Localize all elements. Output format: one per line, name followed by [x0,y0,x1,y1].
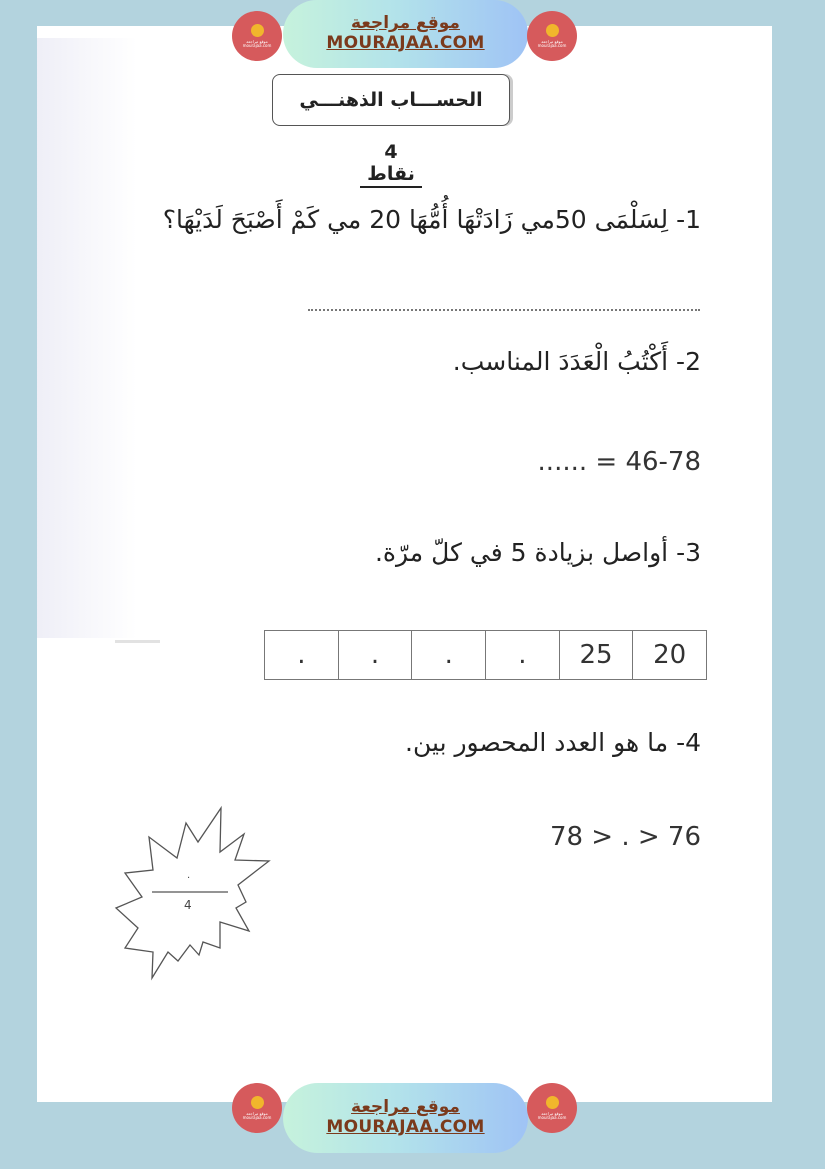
sequence-cell[interactable]: 25 [559,631,633,680]
answer-line-1[interactable] [308,309,700,311]
footer-logo-left[interactable] [232,1083,282,1133]
logo-right[interactable] [527,11,577,61]
scan-mark [115,640,160,643]
sequence-cell[interactable]: . [265,631,339,680]
sequence-cell[interactable]: 20 [633,631,707,680]
worksheet-title-box [272,74,510,126]
logo-caption: موقع مراجعة mourajaa.com [537,1110,567,1120]
worksheet-title: الحســـاب الذهنـــي [299,89,483,111]
banner-site-link[interactable]: MOURAJAA.COM [326,33,485,53]
banner-arabic-text: موقع مراجعة [351,1097,460,1118]
question-2: 2- أَكْتُبُ الْعَدَدَ المناسب. [452,347,701,376]
footer-logo-right[interactable] [527,1083,577,1133]
logo-badge-icon [546,1096,559,1109]
logo-badge-icon [251,1096,264,1109]
logo-caption: موقع مراجعة mourajaa.com [537,38,567,48]
score-denominator: 4 [184,898,192,912]
question-1: 1- لِسَلْمَى 50مي زَادَتْهَا أُمُّهَا 20 مي كَمْ أَصْبَحَ لَدَيْهَا؟ [162,205,701,234]
question-4: 4- ما هو العدد المحصور بين. [405,728,701,757]
question-3: 3- أواصل بزيادة 5 في كلّ مرّة. [374,538,701,567]
header-banner[interactable] [283,0,528,68]
logo-badge-icon [546,24,559,37]
scan-shade [37,38,137,638]
sequence-cell[interactable]: . [486,631,560,680]
logo-caption: موقع مراجعة mourajaa.com [242,1110,272,1120]
sequence-cell[interactable]: . [338,631,412,680]
sequence-cell[interactable]: . [412,631,486,680]
logo-badge-icon [251,24,264,37]
footer-banner[interactable] [283,1083,528,1153]
expression-2: ...... = 46-78 [537,447,701,477]
banner-site-link[interactable]: MOURAJAA.COM [326,1117,485,1137]
score-numerator: . [187,870,191,881]
sequence-table [264,630,707,680]
score-star-icon [110,800,280,990]
expression-4: 78 > . > 76 [549,822,701,852]
logo-caption: موقع مراجعة mourajaa.com [242,38,272,48]
banner-arabic-text: موقع مراجعة [351,13,460,34]
points-label: 4 نقاط [360,141,422,188]
logo-left[interactable] [232,11,282,61]
